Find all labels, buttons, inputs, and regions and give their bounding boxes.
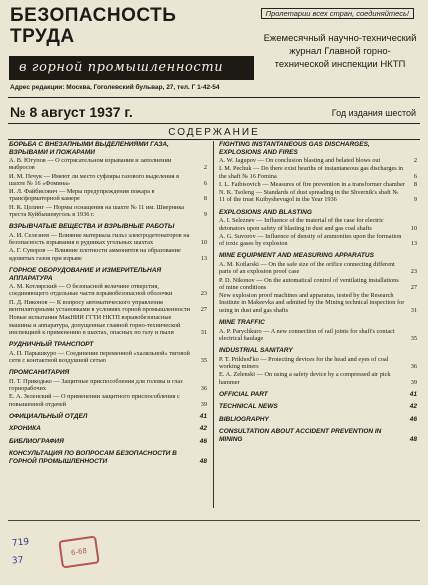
page-number: 9 [413, 196, 417, 204]
page-number: 6 [413, 172, 417, 180]
subtitle-band: в горной промышленности [9, 56, 254, 80]
section-heading-text: КОНСУЛЬТАЦИЯ ПО ВОПРОСАМ БЕЗОПАСНОСТИ В ГОРНОЙ ПРОМЫШЛЕННОСТИ [9, 450, 177, 465]
entry-title: А. Г. Суворов — Влияние плотности аммонитов на образование ядовитых газов при взрыве [9, 247, 181, 262]
section-heading [9, 450, 207, 465]
page-number: 39 [200, 400, 207, 408]
page-number: 31 [410, 306, 417, 314]
contents-entry [9, 173, 207, 188]
contents-entry [219, 233, 417, 248]
section-heading [9, 341, 207, 349]
page-number: 35 [200, 356, 207, 364]
section-heading [219, 319, 417, 327]
contents-entry [9, 314, 207, 336]
archive-stamp-sub: 37 [11, 555, 24, 567]
contents-entry [219, 165, 417, 180]
entry-title: А. В. Югупов — О сотрясательном взрывании и заполнении выбросов [9, 157, 172, 172]
entry-title: Н. К. Цолинг — Нормы оснащения на шахте № 11 им. Шверника треста Куйбышевуголь в 1936 г. [9, 203, 185, 219]
contents-entry [9, 299, 207, 314]
section-heading [9, 425, 207, 433]
section-heading-text: ПРОМСАНИТАРИЯ [9, 369, 70, 377]
page-number: 10 [410, 224, 417, 232]
entry-title: П. Т. Прикодько — Защитные приспособления для головы и глаз горнорабочих [9, 377, 183, 393]
page-number: 2 [203, 164, 207, 172]
entry-title: A. W. Jagupov — On conclusion blasting and belated blows out [219, 157, 381, 164]
page-number: 41 [199, 412, 207, 420]
page-number: 42 [199, 425, 207, 433]
contents-entry [219, 328, 417, 343]
page-number: 23 [410, 268, 417, 276]
page-number: 27 [410, 283, 417, 291]
contents-entry [219, 217, 417, 232]
entry-title: A. G. Suvorov — Influence of density of ammonites upon the formation of toxic gases by explosion [219, 232, 402, 248]
page-number: 23 [200, 290, 207, 298]
page-number: 27 [200, 305, 207, 313]
entry-title: A. P. Parychkuro — A new connection of rail joints for shaft's contact electrical haulage [219, 327, 395, 342]
page-number: 36 [410, 362, 417, 370]
section-heading [219, 209, 417, 217]
section-heading-text: FIGHTING INSTANTANEOUS GAS DISCHARGES, EXPLOSIONS AND FIRES [219, 141, 370, 156]
entry-title: А. П. Парышкуро — Соединение переменной «халяльной» тяговой сети с контактной воздушной сетью [9, 349, 190, 364]
entry-title: P. T. Prikhod'ko — Protecting devices for the head and eyes of coal working miners [219, 355, 389, 370]
section-heading-text: MINE TRAFFIC [219, 319, 265, 327]
section-heading-text: CONSULTATION ABOUT ACCIDENT PREVENTION IN MINING [219, 428, 382, 443]
page-number: 39 [410, 378, 417, 386]
page-number: 35 [410, 334, 417, 342]
contents-column-russian [9, 141, 207, 466]
divider-contents [8, 123, 420, 124]
entry-title: Е. А. Зеленский — О применении защитного приспособления с повышенной отдачей [9, 393, 180, 408]
issue-number: № 8 август 1937 г. [10, 104, 133, 120]
entry-title: N. K. Tsoleng — Standards of dust spreading in the Shvernik's shaft № 11 of the trust Kuibyshevugol in the Year 1936 [219, 189, 399, 204]
section-heading [9, 267, 207, 282]
section-heading [9, 369, 207, 377]
contents-entry [9, 204, 207, 219]
divider-top [8, 97, 420, 98]
contents-entry [219, 157, 417, 164]
editorial-address: Адрес редакции: Москва, Гоголевский бульвар, 27, тел. Г 1-42-54 [10, 84, 220, 91]
section-heading-text: OFFICIAL PART [219, 390, 268, 398]
section-heading [219, 416, 417, 424]
page-number: 48 [409, 435, 417, 443]
section-heading-text: БИБЛИОГРАФИЯ [9, 437, 64, 445]
section-heading [219, 391, 417, 399]
contents-entry [9, 378, 207, 393]
entry-title: И. Л. Файбисович — Меры предупреждения пожара в трансформаторной камере [9, 188, 155, 203]
page-number: 36 [200, 385, 207, 393]
entry-title: П. Д. Никонов — К вопросу автоматического управления вентиляторными установками в условиях горной промышленности [9, 298, 190, 313]
section-heading-text: ОФИЦИАЛЬНЫЙ ОТДЕЛ [9, 412, 88, 420]
entry-title: Новые испытания МакНИИ ГГТИ НКТП взрывобезопасные машины и аппаратура, допущенные главной горно-технической инспекцией к применению в шахтах, опасных по газу и пыли [9, 314, 181, 336]
contents-entry [9, 283, 207, 298]
section-heading-text: EXPLOSIONS AND BLASTING [219, 208, 312, 216]
publisher-info: Ежемесячный научно-технический журнал Главной горно-технической инспекции НКТП [263, 33, 417, 70]
page-number: 42 [409, 403, 417, 411]
entry-title: I. M. Pechuk — Do there exist hearths of instantaneous gas discharges in the shaft № 16 Fomina [219, 165, 404, 180]
divider-columns [8, 139, 420, 140]
page-number: 46 [199, 437, 207, 445]
entry-title: A. M. Kotlarski — On the safe size of the orifice connecting different parts of an explosion proof case [219, 260, 395, 276]
section-heading [9, 223, 207, 231]
contents-entry [9, 157, 207, 172]
year-info: Год издания шестой [331, 108, 416, 118]
archive-stamp-box: 6-68 [58, 535, 100, 568]
entry-title: А. М. Котлярский — О безопасной величине отверстия, соединяющего отдельные части взрывобезопасной оболочки [9, 283, 173, 298]
contents-entry [219, 356, 417, 371]
contents-entry [219, 277, 417, 292]
section-heading [9, 413, 207, 421]
entry-title: E. A. Zelenski — On using a safety device by a compressed air pick hammer [219, 371, 391, 386]
page-number: 9 [203, 211, 207, 219]
contents-entry [219, 371, 417, 386]
entry-title: A. I. Seleznev — Influence of the material of the case for electric detonators upon safety of blasting in dust and gas coal shafts [219, 217, 384, 232]
section-heading-text: ВЗРЫВЧАТЫЕ ВЕЩЕСТВА И ВЗРЫВНЫЕ РАБОТЫ [9, 223, 175, 231]
section-heading [219, 347, 417, 355]
section-heading-text: BIBLIOGRAPHY [219, 415, 269, 423]
page-number: 10 [200, 239, 207, 247]
journal-title-line2: ТРУДА [10, 26, 75, 47]
section-heading [219, 141, 417, 156]
entry-title: New explosion proof machines and apparatus, tested by the Research Institute in Makeevka and admited by the Mining technical inspection for using in dust and gas shafts [219, 292, 405, 314]
section-heading [9, 141, 207, 156]
contents-entry [9, 232, 207, 247]
section-heading [9, 438, 207, 446]
page-number: 13 [410, 240, 417, 248]
entry-title: А. И. Селезнев — Влияние материала гильз электродетонаторов на безопасность взрывания в рудниках угольных шахтах [9, 231, 190, 247]
section-heading-text: ХРОНИКА [9, 425, 41, 433]
section-heading-text: TECHNICAL NEWS [219, 403, 278, 411]
page-number: 8 [413, 180, 417, 188]
journal-title-line1: БЕЗОПАСНОСТЬ [10, 5, 177, 26]
contents-entry [219, 292, 417, 314]
section-heading-text: INDUSTRIAL SANITARY [219, 347, 293, 355]
page-number: 2 [413, 157, 417, 164]
page-number: 41 [409, 390, 417, 398]
section-heading-text: БОРЬБА С ВНЕЗАПНЫМИ ВЫДЕЛЕНИЯМИ ГАЗА, ВЗРЫВАМИ И ПОЖАРАМИ [9, 141, 169, 156]
contents-entry [9, 188, 207, 203]
entry-title: P. D. Nikonov — On the automatical control of ventilating installations of mine conditions [219, 276, 399, 291]
section-heading [219, 403, 417, 411]
column-divider [213, 141, 214, 508]
contents-heading: СОДЕРЖАНИЕ [168, 127, 260, 138]
section-heading-text: MINE EQUIPMENT AND MEASURING APPARATUS [219, 252, 374, 260]
page-number: 31 [200, 328, 207, 336]
contents-entry [219, 261, 417, 276]
slogan: Пролетарии всех стран, соединяйтесь! [261, 8, 414, 19]
section-heading-text: ГОРНОЕ ОБОРУДОВАНИЕ И ИЗМЕРИТЕЛЬНАЯ АППАРАТУРА [9, 267, 162, 282]
archive-stamp-number: 719 [11, 537, 30, 549]
divider-bottom [8, 520, 420, 521]
contents-entry [9, 350, 207, 365]
section-heading [219, 252, 417, 260]
page-number: 6 [203, 179, 207, 187]
section-heading-text: РУДНИЧНЫЙ ТРАНСПОРТ [9, 341, 94, 349]
entry-title: I. L. Faibisovich — Measures of fire prevention in a transformer chamber [219, 180, 405, 188]
page-number: 8 [203, 195, 207, 203]
section-heading [219, 428, 417, 443]
page-number: 46 [409, 415, 417, 423]
page-number: 48 [199, 457, 207, 465]
contents-entry [9, 393, 207, 408]
contents-entry [9, 247, 207, 262]
entry-title: И. М. Печук — Имеют ли место суфляры газового выделения в шахте № 16 «Фомина» [9, 172, 180, 187]
contents-column-english [219, 141, 417, 444]
contents-entry [219, 181, 417, 188]
contents-entry [219, 189, 417, 204]
page-number: 13 [200, 254, 207, 262]
